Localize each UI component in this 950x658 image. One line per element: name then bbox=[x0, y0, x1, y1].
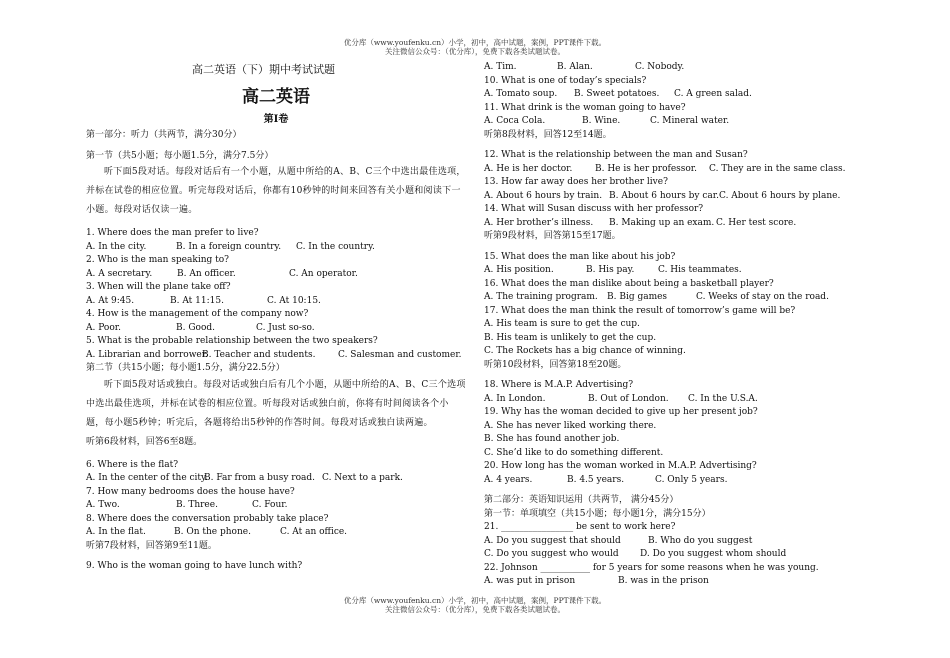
question-11-options bbox=[484, 115, 854, 129]
option: A. In London. bbox=[484, 393, 546, 404]
question-10-options bbox=[484, 88, 854, 102]
option: C. A green salad. bbox=[674, 89, 752, 99]
question-4-options bbox=[86, 322, 466, 336]
question-3: 3. When will the plane take off? bbox=[86, 282, 231, 292]
question-19-option-c: C. She’d like to do something different. bbox=[484, 447, 664, 458]
question-10: 10. What is one of today’s specials? bbox=[484, 75, 647, 86]
question-2: 2. Who is the man speaking to? bbox=[86, 255, 229, 265]
option: A. The training program. bbox=[484, 292, 598, 302]
material-6-heading: 听第6段材料，回答6至8题。 bbox=[86, 436, 203, 447]
question-16-options bbox=[484, 291, 854, 305]
doc-volume: 第Ⅰ卷 bbox=[263, 114, 289, 125]
option: A. Her brother’s illness. bbox=[484, 217, 594, 228]
question-20-options bbox=[484, 474, 854, 488]
question-5: 5. What is the probable relationship between the two speakers? bbox=[86, 336, 378, 346]
option: B. 4.5 years. bbox=[567, 474, 625, 485]
right-column bbox=[484, 61, 854, 589]
option: A. Do you suggest that should bbox=[484, 535, 621, 546]
option: A. In the center of the city. bbox=[86, 473, 208, 483]
option: A. Two. bbox=[86, 500, 120, 510]
section1-heading: 第一节（共5小题；每小题1.5分，满分7.5分） bbox=[86, 150, 274, 161]
option: C. An operator. bbox=[289, 268, 358, 279]
option: A. A secretary. bbox=[86, 268, 153, 279]
question-15: 15. What does the man like about his job? bbox=[484, 251, 676, 262]
option: C. Only 5 years. bbox=[655, 474, 728, 485]
option: C. In the country. bbox=[296, 241, 375, 252]
question-9: 9. Who is the woman going to have lunch with? bbox=[86, 561, 303, 571]
option: B. His pay. bbox=[586, 265, 635, 275]
question-1-options bbox=[86, 241, 466, 255]
question-19: 19. Why has the woman decided to give up her present job? bbox=[484, 407, 758, 417]
option: A. Tomato soup. bbox=[484, 89, 558, 99]
question-16: 16. What does the man dislike about being a basketball player? bbox=[484, 278, 774, 289]
option: B. Who do you suggest bbox=[648, 535, 753, 546]
question-19-option-a: A. She has never liked working there. bbox=[484, 420, 657, 431]
part2-section1-heading: 第一节：单项填空（共15小题；每小题1分，满分15分） bbox=[484, 508, 711, 519]
question-12-options bbox=[484, 163, 854, 177]
option: B. Far from a busy road. bbox=[204, 473, 316, 483]
question-22: 22. Johnson ___________ for 5 years for some reasons when he was young. bbox=[484, 562, 819, 573]
option: A. At 9:45. bbox=[86, 295, 135, 306]
footer-line-2: 关注微信公众号：（优分库），免费下载各类试题试卷。 bbox=[385, 605, 565, 614]
question-21: 21. ________________ be sent to work here? bbox=[484, 522, 676, 532]
option: A. In the city. bbox=[86, 241, 147, 252]
option: B. On the phone. bbox=[174, 527, 251, 537]
option: A. Librarian and borrower. bbox=[86, 349, 208, 360]
question-8: 8. Where does the conversation probably take place? bbox=[86, 513, 329, 524]
option: C. Do you suggest who would bbox=[484, 549, 619, 559]
question-13-options bbox=[484, 190, 854, 204]
question-13: 13. How far away does her brother live? bbox=[484, 177, 668, 187]
option: A. Tim. bbox=[484, 62, 517, 72]
option: C. In the U.S.A. bbox=[688, 393, 758, 404]
question-21-options-cd bbox=[484, 548, 854, 562]
option: C. Just so-so. bbox=[256, 322, 315, 333]
option: C. At an office. bbox=[280, 527, 348, 537]
option: C. Her test score. bbox=[716, 217, 797, 228]
material-8-heading: 听第8段材料，回答12至14题。 bbox=[484, 129, 612, 140]
question-7: 7. How many bedrooms does the house have? bbox=[86, 486, 295, 497]
option: A. In the flat. bbox=[86, 527, 146, 537]
section1-instructions: 听下面5段对话。每段对话后有一个小题，从题中所给的A、B、C三个中选出最佳选项，并标在试卷的相应位置。听完每段对话后，你都有10秒钟的时间来回答有关小题和阅读下一小题。每段对话仅读一遍。 bbox=[86, 167, 466, 215]
question-4: 4. How is the management of the company now? bbox=[86, 309, 309, 319]
question-5-options bbox=[86, 349, 466, 363]
question-15-options bbox=[484, 264, 854, 278]
option: B. Out of London. bbox=[588, 393, 669, 404]
option: B. Sweet potatoes. bbox=[574, 89, 660, 99]
part1-heading: 第一部分：听力（共两节，满分30分） bbox=[86, 130, 242, 140]
question-18: 18. Where is M.A.P. Advertising? bbox=[484, 380, 634, 390]
option: B. At 11:15. bbox=[170, 295, 224, 306]
question-6: 6. Where is the flat? bbox=[86, 459, 179, 470]
page-header bbox=[0, 38, 950, 56]
option: A. was put in prison bbox=[484, 576, 576, 586]
option: C. At 10:15. bbox=[267, 295, 321, 306]
question-2-options bbox=[86, 268, 466, 282]
option: B. Making up an exam. bbox=[609, 217, 715, 228]
option: B. Big games bbox=[607, 292, 668, 302]
option: B. Three. bbox=[176, 500, 218, 510]
option: B. Teacher and students. bbox=[202, 349, 316, 360]
option: C. Nobody. bbox=[635, 62, 685, 72]
option: C. His teammates. bbox=[658, 265, 742, 275]
option: A. 4 years. bbox=[484, 474, 533, 485]
option: C. Next to a park. bbox=[322, 473, 403, 483]
question-22-options-ab bbox=[484, 575, 854, 589]
doc-title: 高二英语（下）期中考试试题 bbox=[192, 63, 335, 76]
option: B. An officer. bbox=[177, 268, 236, 279]
option: C. Mineral water. bbox=[650, 116, 730, 126]
option: B. Wine. bbox=[582, 116, 621, 126]
option: A. About 6 hours by train. bbox=[484, 190, 603, 201]
option: B. Good. bbox=[176, 322, 215, 333]
question-9-options bbox=[484, 61, 854, 75]
question-17-option-b: B. His team is unlikely to get the cup. bbox=[484, 332, 657, 343]
question-18-options bbox=[484, 393, 854, 407]
question-11: 11. What drink is the woman going to have? bbox=[484, 102, 686, 113]
question-17-option-a: A. His team is sure to get the cup. bbox=[484, 319, 640, 329]
option: B. was in the prison bbox=[618, 576, 709, 586]
material-7-heading: 听第7段材料，回答第9至11题。 bbox=[86, 540, 217, 551]
question-12: 12. What is the relationship between the man and Susan? bbox=[484, 150, 748, 160]
material-10-heading: 听第10段材料，回答第18至20题。 bbox=[484, 359, 627, 370]
question-1: 1. Where does the man prefer to live? bbox=[86, 228, 259, 238]
option: C. Salesman and customer. bbox=[338, 349, 462, 360]
question-17: 17. What does the man think the result of tomorrow’s game will be? bbox=[484, 305, 796, 316]
section2-heading: 第二节（共15小题；每小题1.5分，满分22.5分） bbox=[86, 363, 285, 373]
question-20: 20. How long has the woman worked in M.A.P. Advertising? bbox=[484, 461, 757, 471]
question-8-options bbox=[86, 526, 466, 540]
footer-line-1: 优分库（www.youfenku.cn）小学，初中，高中试题，案例，PPT课件下载。 bbox=[343, 596, 607, 605]
page-footer bbox=[0, 596, 950, 614]
doc-main-title: 高二英语 bbox=[242, 87, 310, 107]
question-14: 14. What will Susan discuss with her professor? bbox=[484, 204, 704, 214]
option: A. Poor. bbox=[86, 322, 121, 333]
option: B. About 6 hours by car. bbox=[609, 190, 719, 201]
option: C. They are in the same class. bbox=[709, 163, 846, 174]
part2-heading: 第二部分：英语知识运用（共两节， 满分45分） bbox=[484, 495, 679, 505]
option: C. Four. bbox=[252, 500, 288, 510]
question-17-option-c: C. The Rockets has a big chance of winning. bbox=[484, 346, 686, 356]
question-7-options bbox=[86, 499, 466, 513]
question-6-options bbox=[86, 472, 466, 486]
header-line-1: 优分库（www.youfenku.cn）小学，初中，高中试题，案例，PPT课件下载。 bbox=[343, 38, 607, 47]
option: A. He is her doctor. bbox=[484, 163, 573, 174]
option: B. Alan. bbox=[557, 62, 593, 72]
option: B. He is her professor. bbox=[595, 163, 697, 174]
question-19-option-b: B. She has found another job. bbox=[484, 434, 620, 444]
material-9-heading: 听第9段材料，回答第15至17题。 bbox=[484, 231, 621, 241]
option: A. Coca Cola. bbox=[484, 116, 546, 126]
question-14-options bbox=[484, 217, 854, 231]
header-line-2: 关注微信公众号：（优分库），免费下载各类试题试卷。 bbox=[385, 47, 565, 56]
question-21-options-ab bbox=[484, 535, 854, 549]
option: D. Do you suggest whom should bbox=[640, 549, 787, 559]
question-3-options bbox=[86, 295, 466, 309]
option: C. About 6 hours by plane. bbox=[719, 190, 841, 201]
section2-instructions: 听下面5段对话或独白。每段对话或独白后有几个小题，从题中所给的A、B、C三个选项中选出最佳选项，并标在试卷的相应位置。听每段对话或独白前，你将有时间阅读各个小题，每小题5秒钟；听完后，各题将给出5秒钟的作答时间。每段对话或独白读两遍。 bbox=[86, 379, 466, 428]
option: B. In a foreign country. bbox=[176, 241, 282, 252]
option: A. His position. bbox=[484, 265, 554, 275]
left-column bbox=[86, 61, 466, 574]
option: C. Weeks of stay on the road. bbox=[696, 292, 829, 302]
